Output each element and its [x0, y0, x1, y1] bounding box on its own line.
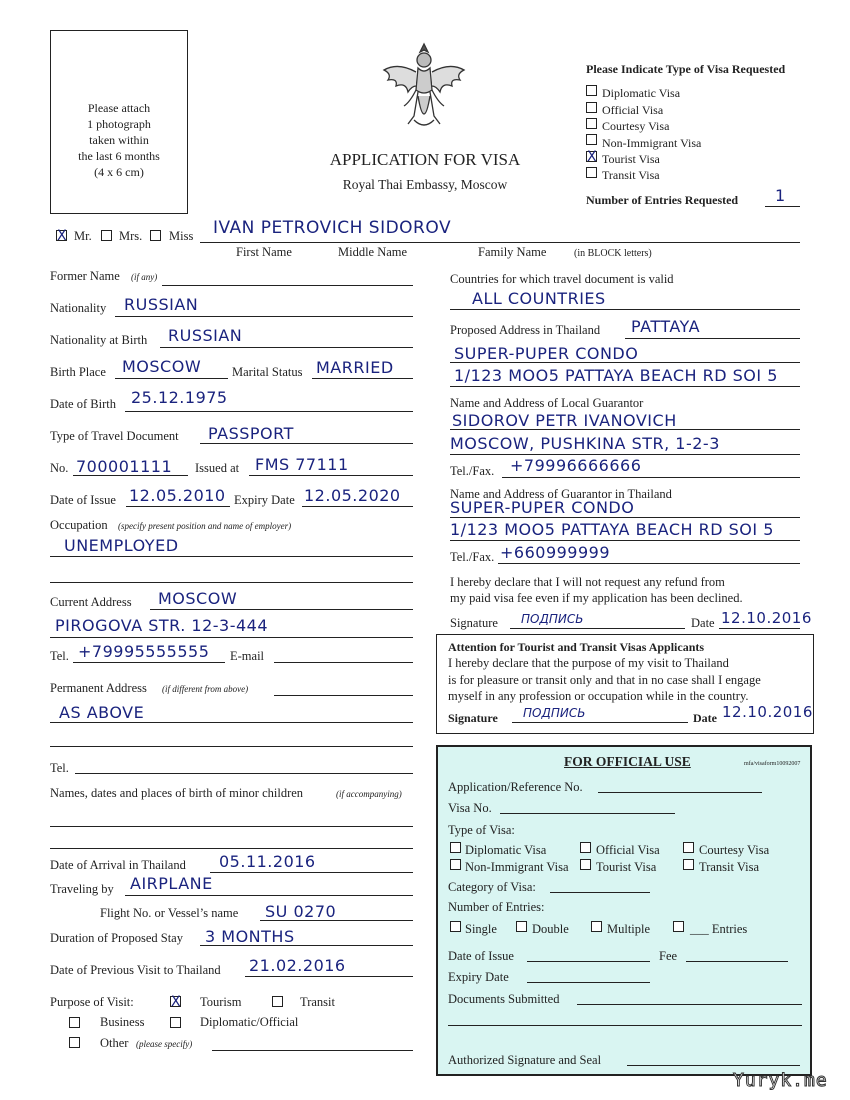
purpose-transit-label: Transit	[300, 995, 335, 1009]
expiry-date-underline	[302, 506, 413, 507]
perm-address-label: Permanent Address	[50, 681, 147, 695]
issued-at-underline	[249, 475, 413, 476]
proposed-address-underline-2	[450, 362, 800, 363]
thai-guarantor-underline-2	[450, 540, 800, 541]
title-mr-label: Mr.	[74, 229, 92, 243]
thai-guarantor-line2[interactable]: 1/123 MOO5 PATTAYA BEACH RD SOI 5	[450, 520, 774, 539]
official-documents-field-2[interactable]	[448, 1025, 802, 1026]
issued-at-value[interactable]: FMS 77111	[255, 455, 349, 474]
form-title: APPLICATION FOR VISA	[329, 150, 521, 169]
attention-date-label: Date	[693, 711, 717, 725]
perm-address-underline-1	[274, 695, 413, 696]
purpose-tourism-label: Tourism	[200, 995, 242, 1009]
attention-date-value[interactable]: 12.10.2016	[722, 703, 813, 721]
expiry-date-label: Expiry Date	[234, 493, 295, 507]
purpose-diplomatic-label: Diplomatic/Official	[200, 1015, 299, 1029]
official-entries-option-label: ___ Entries	[690, 922, 748, 936]
arrival-value[interactable]: 05.11.2016	[219, 852, 316, 871]
thai-guarantor-label: Name and Address of Guarantor in Thailand	[450, 487, 672, 501]
expiry-date-value[interactable]: 12.05.2020	[304, 486, 401, 505]
proposed-address-line3[interactable]: 1/123 MOO5 PATTAYA BEACH RD SOI 5	[454, 366, 778, 385]
perm-address-underline-3[interactable]	[50, 746, 413, 747]
passport-no-value[interactable]: 700001111	[76, 457, 173, 476]
official-documents-label: Documents Submitted	[448, 992, 560, 1006]
tel-underline	[73, 662, 225, 663]
proposed-address-label: Proposed Address in Thailand	[450, 323, 601, 337]
attention-line-2: is for pleasure or transit only and that in no case shall I engage	[448, 673, 761, 687]
watermark-text: Yuryk.me	[733, 1070, 828, 1091]
passport-no-underline	[73, 475, 188, 476]
attention-line-1: I hereby declare that the purpose of my visit to Thailand	[448, 656, 729, 670]
local-guarantor-underline-1	[450, 429, 800, 430]
official-fee-field[interactable]	[686, 961, 788, 962]
official-double-checkbox[interactable]	[516, 921, 527, 932]
official-single-label: Single	[465, 922, 497, 936]
official-fee-label: Fee	[659, 949, 678, 963]
attention-title: Attention for Tourist and Transit Visas Applicants	[448, 640, 705, 654]
visa-tourist-label: Tourist Visa	[602, 152, 660, 166]
photo-instruction-3: taken within	[89, 133, 149, 147]
photo-instruction-2: 1 photograph	[87, 117, 151, 131]
tel-label: Tel.	[50, 649, 69, 663]
duration-label: Duration of Proposed Stay	[50, 931, 183, 945]
refund-declaration-line1: I hereby declare that I will not request any refund from	[450, 575, 725, 589]
visa-non-immigrant-checkbox[interactable]	[586, 134, 597, 145]
tel-value[interactable]: +79995555555	[78, 642, 210, 661]
official-category-field[interactable]	[550, 892, 650, 893]
current-address-label: Current Address	[50, 595, 132, 609]
traveling-label: Traveling by	[50, 882, 114, 896]
purpose-label: Purpose of Visit:	[50, 995, 134, 1009]
official-tourist-checkbox[interactable]	[580, 859, 591, 870]
official-diplomatic-label: Diplomatic Visa	[465, 843, 547, 857]
purpose-diplomatic-checkbox[interactable]	[170, 1017, 181, 1028]
occupation-value[interactable]: UNEMPLOYED	[64, 536, 179, 555]
visa-diplomatic-checkbox[interactable]	[586, 85, 597, 96]
duration-value[interactable]: 3 MONTHS	[205, 927, 295, 946]
nationality-underline	[115, 316, 413, 317]
travel-doc-underline	[200, 443, 413, 444]
official-courtesy-label: Courtesy Visa	[699, 843, 770, 857]
dob-value[interactable]: 25.12.1975	[131, 388, 228, 407]
proposed-address-line1[interactable]: PATTAYA	[631, 317, 701, 336]
attention-signature-label: Signature	[448, 711, 498, 725]
local-guarantor-label: Name and Address of Local Guarantor	[450, 396, 644, 410]
arrival-underline	[210, 872, 413, 873]
signature-label: Signature	[450, 616, 498, 630]
signature-date-value[interactable]: 12.10.2016	[721, 609, 812, 627]
flight-label: Flight No. or Vessel’s name	[100, 906, 239, 920]
official-courtesy-checkbox[interactable]	[683, 842, 694, 853]
prev-visit-value[interactable]: 21.02.2016	[249, 956, 346, 975]
checkmark-x-icon: X	[57, 228, 67, 244]
photo-instruction-1: Please attach	[87, 101, 151, 115]
telfax-value[interactable]: +79996666666	[510, 456, 642, 475]
official-auth-label: Authorized Signature and Seal	[448, 1053, 602, 1067]
middle-name-caption: Middle Name	[338, 245, 408, 259]
issue-date-label: Date of Issue	[50, 493, 116, 507]
photo-instruction-4: the last 6 months	[78, 149, 160, 163]
birth-place-underline	[115, 378, 228, 379]
telfax-underline	[502, 477, 800, 478]
marital-status-value[interactable]: MARRIED	[316, 358, 394, 377]
entries-underline	[765, 206, 800, 207]
visa-non-immigrant-label: Non-Immigrant Visa	[602, 136, 702, 150]
official-multiple-checkbox[interactable]	[591, 921, 602, 932]
travel-doc-label: Type of Travel Document	[50, 429, 179, 443]
prev-visit-label: Date of Previous Visit to Thailand	[50, 963, 221, 977]
telfax2-label: Tel./Fax.	[450, 550, 495, 564]
official-single-checkbox[interactable]	[450, 921, 461, 932]
issue-date-value[interactable]: 12.05.2010	[129, 486, 226, 505]
children-note: (if accompanying)	[336, 789, 402, 799]
nationality-birth-underline	[160, 347, 413, 348]
traveling-value[interactable]: AIRPLANE	[130, 874, 213, 893]
local-guarantor-line2[interactable]: MOSCOW, PUSHKINA STR, 1-2-3	[450, 434, 720, 453]
nationality-label: Nationality	[50, 301, 107, 315]
telfax2-value[interactable]: +660999999	[500, 543, 611, 562]
current-address-underline-1	[150, 609, 413, 610]
title-miss-label: Miss	[169, 229, 194, 243]
flight-value[interactable]: SU 0270	[265, 902, 337, 921]
thai-guarantor-underline-1	[450, 517, 800, 518]
first-name-caption: First Name	[236, 245, 292, 259]
nationality-birth-value[interactable]: RUSSIAN	[168, 326, 243, 345]
proposed-address-line2[interactable]: SUPER-PUPER CONDO	[454, 344, 639, 363]
arrival-label: Date of Arrival in Thailand	[50, 858, 186, 872]
tel2-field[interactable]	[75, 773, 413, 774]
title-miss-checkbox[interactable]	[150, 230, 161, 241]
official-auth-field[interactable]	[627, 1065, 800, 1066]
official-multiple-label: Multiple	[607, 922, 651, 936]
visa-courtesy-checkbox[interactable]	[586, 118, 597, 129]
official-use-title: FOR OFFICIAL USE	[564, 754, 691, 769]
local-guarantor-underline-2	[450, 454, 800, 455]
occupation-note: (specify present position and name of employer)	[118, 521, 292, 531]
former-name-note: (if any)	[131, 272, 158, 282]
birth-place-value[interactable]: MOSCOW	[122, 357, 202, 376]
purpose-other-checkbox[interactable]	[69, 1037, 80, 1048]
thai-guarantor-line1[interactable]: SUPER-PUPER CONDO	[450, 498, 635, 517]
issue-date-underline	[126, 506, 230, 507]
flight-underline	[260, 920, 413, 921]
entries-label: Number of Entries Requested	[586, 193, 739, 207]
official-diplomatic-checkbox[interactable]	[450, 842, 461, 853]
official-visa-no-label: Visa No.	[448, 801, 492, 815]
occupation-underline-2[interactable]	[50, 582, 413, 583]
attention-signature-value[interactable]: ПОДПИСЬ	[523, 706, 586, 720]
refund-declaration-line2: my paid visa fee even if my application has been declined.	[450, 591, 743, 605]
full-name-underline	[200, 242, 800, 243]
signature-value[interactable]: ПОДПИСЬ	[521, 612, 584, 626]
countries-label: Countries for which travel document is valid	[450, 272, 674, 286]
official-visa-no-field[interactable]	[500, 813, 675, 814]
full-name-value[interactable]: IVAN PETROVICH SIDOROV	[213, 218, 452, 238]
family-name-caption: Family Name	[478, 245, 547, 259]
occupation-label: Occupation	[50, 518, 108, 532]
telfax2-underline	[498, 563, 800, 564]
official-type-label: Type of Visa:	[448, 823, 515, 837]
attention-signature-underline	[512, 722, 688, 723]
proposed-address-underline-1	[625, 338, 800, 339]
visa-transit-label: Transit Visa	[602, 168, 660, 182]
official-expiry-field[interactable]	[527, 982, 650, 983]
purpose-other-note: (please specify)	[136, 1039, 193, 1049]
prev-visit-underline	[245, 976, 413, 977]
email-field[interactable]	[274, 662, 413, 663]
proposed-address-underline-3	[450, 386, 800, 387]
countries-underline	[450, 309, 800, 310]
form-subtitle: Royal Thai Embassy, Moscow	[342, 177, 508, 192]
dob-underline	[125, 411, 413, 412]
official-issue-label: Date of Issue	[448, 949, 514, 963]
official-double-label: Double	[532, 922, 569, 936]
entries-value[interactable]: 1	[775, 186, 786, 205]
perm-address-underline-2	[50, 722, 413, 723]
official-form-code: mfa/visaform10092007	[744, 761, 801, 767]
occupation-underline-1	[50, 556, 413, 557]
purpose-business-label: Business	[100, 1015, 145, 1029]
purpose-other-label: Other	[100, 1036, 129, 1050]
children-label: Names, dates and places of birth of minor children	[50, 786, 304, 800]
nationality-birth-label: Nationality at Birth	[50, 333, 148, 347]
children-field-2[interactable]	[50, 848, 413, 849]
travel-doc-value[interactable]: PASSPORT	[208, 424, 294, 443]
nationality-value[interactable]: RUSSIAN	[124, 295, 199, 314]
former-name-field[interactable]	[162, 285, 413, 286]
marital-status-label: Marital Status	[232, 365, 303, 379]
official-transit-checkbox[interactable]	[683, 859, 694, 870]
countries-value[interactable]: ALL COUNTRIES	[472, 289, 606, 308]
official-expiry-label: Expiry Date	[448, 970, 509, 984]
official-transit-label: Transit Visa	[699, 860, 760, 874]
visa-type-title: Please Indicate Type of Visa Requested	[586, 62, 786, 76]
telfax-label: Tel./Fax.	[450, 464, 495, 478]
official-non-immigrant-checkbox[interactable]	[450, 859, 461, 870]
purpose-other-field[interactable]	[212, 1050, 413, 1051]
duration-underline	[200, 945, 413, 946]
official-documents-field-1[interactable]	[577, 1004, 802, 1005]
official-tourist-label: Tourist Visa	[596, 860, 657, 874]
visa-official-checkbox[interactable]	[586, 102, 597, 113]
current-address-underline-2	[50, 637, 413, 638]
official-category-label: Category of Visa:	[448, 880, 536, 894]
tel2-label: Tel.	[50, 761, 69, 775]
official-official-checkbox[interactable]	[580, 842, 591, 853]
official-entries-label: Number of Entries:	[448, 900, 545, 914]
checkmark-x-icon: X	[587, 149, 597, 165]
dob-label: Date of Birth	[50, 397, 116, 411]
attention-line-3: myself in any profession or occupation while in the country.	[448, 689, 749, 703]
visa-courtesy-label: Courtesy Visa	[602, 119, 670, 133]
official-issue-field[interactable]	[527, 961, 650, 962]
official-app-ref-label: Application/Reference No.	[448, 780, 583, 794]
children-field-1[interactable]	[50, 826, 413, 827]
title-mrs-checkbox[interactable]	[101, 230, 112, 241]
title-mrs-label: Mrs.	[119, 229, 143, 243]
purpose-transit-checkbox[interactable]	[272, 996, 283, 1007]
former-name-label: Former Name	[50, 269, 120, 283]
traveling-underline	[125, 895, 413, 896]
local-guarantor-line1[interactable]: SIDOROV PETR IVANOVICH	[452, 411, 677, 430]
photo-instruction-5: (4 x 6 cm)	[94, 165, 144, 179]
visa-diplomatic-label: Diplomatic Visa	[602, 86, 681, 100]
official-non-immigrant-label: Non-Immigrant Visa	[465, 860, 569, 874]
purpose-business-checkbox[interactable]	[69, 1017, 80, 1028]
garuda-emblem-icon	[378, 40, 470, 136]
perm-address-note: (if different from above)	[162, 684, 249, 694]
marital-status-underline	[312, 378, 413, 379]
checkmark-x-icon: X	[171, 994, 181, 1010]
visa-transit-checkbox[interactable]	[586, 167, 597, 178]
signature-underline	[510, 628, 685, 629]
passport-no-label: No.	[50, 461, 69, 475]
issued-at-label: Issued at	[195, 461, 240, 475]
signature-date-label: Date	[691, 616, 715, 630]
official-official-label: Official Visa	[596, 843, 660, 857]
official-entries-checkbox[interactable]	[673, 921, 684, 932]
current-address-line1[interactable]: MOSCOW	[158, 589, 238, 608]
block-letters-note: (in BLOCK letters)	[574, 248, 652, 259]
perm-address-value[interactable]: AS ABOVE	[59, 703, 145, 722]
signature-date-underline	[719, 628, 800, 629]
email-label: E-mail	[230, 649, 265, 663]
current-address-line2[interactable]: PIROGOVA STR. 12-3-444	[55, 616, 269, 635]
official-app-ref-field[interactable]	[598, 792, 762, 793]
birth-place-label: Birth Place	[50, 365, 106, 379]
visa-official-label: Official Visa	[602, 103, 664, 117]
